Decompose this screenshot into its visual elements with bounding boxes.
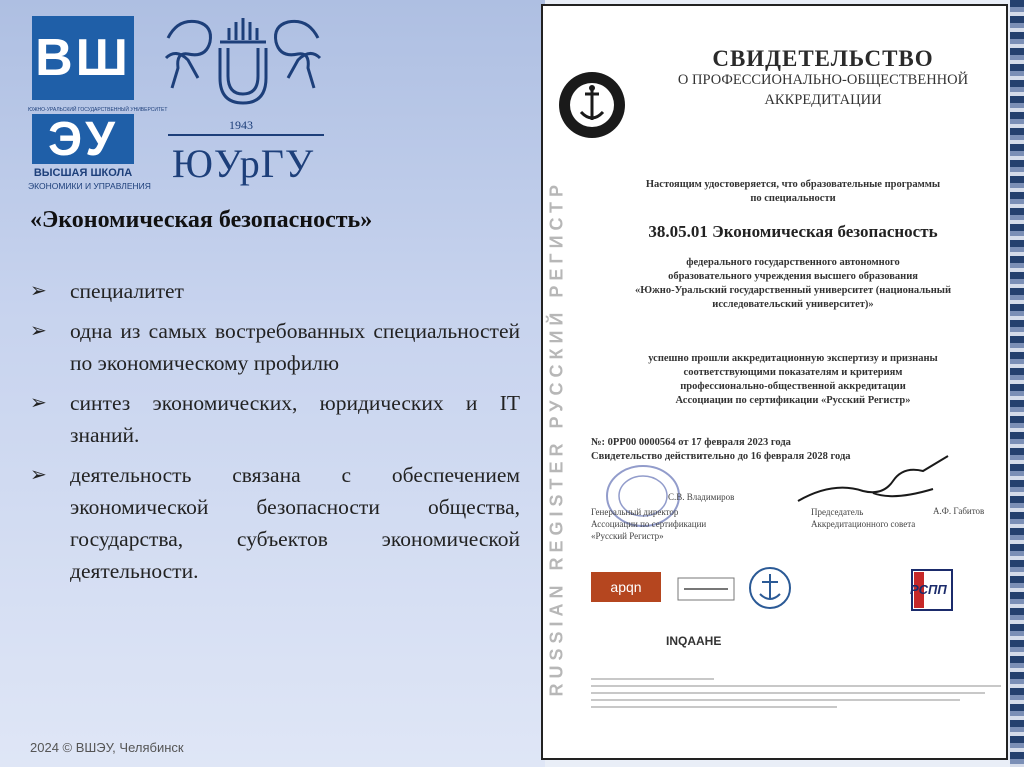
certificate-passed-text [593,352,993,408]
rspp-logo-text: РСПП [910,582,947,597]
bullet-text: синтез экономических, юридических и IT знаний. [70,391,520,447]
accreditation-certificate [541,4,1008,760]
certificate-intro [603,178,983,206]
susu-logo-name: ЮУрГУ [171,141,315,186]
decorative-stripe [1010,0,1024,767]
slide-title: «Экономическая безопасность» [30,207,373,233]
bullet-item [30,387,520,451]
certificate-heading: СВИДЕТЕЛЬСТВО [712,46,934,71]
vsheu-logo-bottom-block: ЭУ [32,114,134,164]
russian-register-seal-icon [557,70,627,140]
vsheu-logo [28,12,168,191]
certificate-org-line: федерального государственного автономного [686,257,900,268]
certificate-number: №: 0РР00 0000564 от 17 февраля 2023 года [591,437,791,448]
certificate-intro-line: по специальности [750,193,836,204]
bullet-list [30,275,520,595]
side-watermark-text: RUSSIAN REGISTER РУССКИЙ РЕГИСТР [546,179,567,697]
certificate-org-line: исследовательский университет)» [712,299,874,310]
enqa-logo-icon [676,574,736,604]
slide-footer: 2024 © ВШЭУ, Челябинск [30,740,184,755]
bullet-text: специалитет [70,279,184,303]
vsheu-logo-caption-school: ВЫСШАЯ ШКОЛА [33,167,133,179]
certificate-fine-print [591,678,1001,748]
arrow-bullet-icon: ➢ [30,280,47,302]
vsheu-logo-university-text: ЮЖНО-УРАЛЬСКИЙ ГОСУДАРСТВЕННЫЙ УНИВЕРСИТЕТ [28,107,168,113]
signatory-1-role [591,506,781,542]
certificate-passed-line: Ассоциации по сертификации «Русский Регистр» [675,395,911,406]
signatory-role-line: «Русский Регистр» [591,531,664,541]
certificate-subheading-1: О ПРОФЕССИОНАЛЬНО-ОБЩЕСТВЕННОЙ [677,72,969,88]
signatory-2-role [811,506,1001,530]
emblem-logo-icon [748,566,792,610]
certificate-program: 38.05.01 Экономическая безопасность [648,222,938,241]
certificate-organization [593,256,993,312]
vsheu-logo-top-block: ВШ [32,16,134,100]
certificate-passed-line: успешно прошли аккредитационную экспертизу и признаны [648,353,938,364]
susu-logo-year: 1943 [229,118,253,132]
arrow-bullet-icon: ➢ [30,392,47,414]
signatory-role-line: Ассоциации по сертификации [591,519,707,529]
bullet-text: деятельность связана с обеспечением экономической безопасности общества, государства, субъектов экономической деятельности. [70,463,520,583]
signatory-1-name: С.В. Владимиров [668,492,735,502]
apqn-logo: apqn [591,572,661,602]
signatory-role-line: Аккредитационного совета [811,519,916,529]
bullet-item [30,459,520,587]
bullet-text: одна из самых востребованных специальностей по экономическому профилю [70,319,520,375]
certificate-passed-line: профессионально-общественной аккредитации [680,381,906,392]
vsheu-logo-caption-economics: ЭКОНОМИКИ И УПРАВЛЕНИЯ [28,181,151,191]
inqaahe-logo: INQAAHE [666,634,722,648]
certificate-validity: Свидетельство действительно до 16 февраля 2028 года [591,451,851,462]
arrow-bullet-icon: ➢ [30,320,47,342]
certificate-org-line: образовательного учреждения высшего образования [668,271,918,282]
signature-icon [793,451,953,511]
signatory-2-name: А.Ф. Габитов [933,506,985,516]
bullet-item [30,275,520,307]
signatory-role-line: Председатель [811,507,864,517]
signatory-role-line: Генеральный директор [591,507,679,517]
certificate-subheading-2: АККРЕДИТАЦИИ [764,92,882,108]
bullet-item [30,315,520,379]
certificate-side-watermark [545,179,573,697]
certificate-intro-line: Настоящим удостоверяется, что образовательные программы [645,179,941,190]
susu-logo [158,8,338,188]
certificate-passed-line: соответствующими показателям и критериям [683,367,903,378]
certificate-org-line: «Южно-Уральский государственный университет (национальный [634,285,951,296]
susu-emblem-icon [158,8,328,118]
rspp-logo [908,566,956,614]
arrow-bullet-icon: ➢ [30,464,47,486]
susu-logo-divider [168,134,324,136]
